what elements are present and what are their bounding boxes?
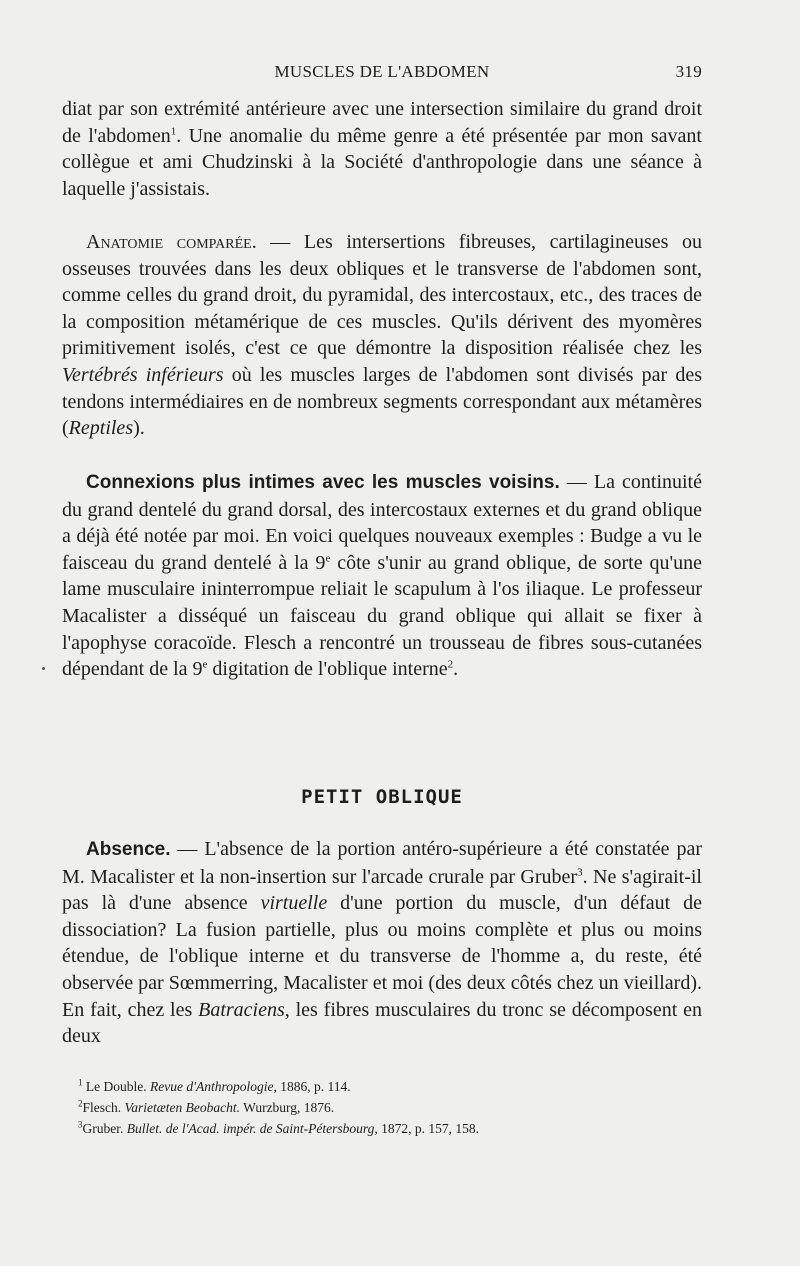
footnote-number: 2: [78, 1098, 83, 1109]
paragraph-text: [62, 469, 702, 683]
text-run: . Une anomalie du même genre a été présentée par mon savant collègue et ami Chudzinski à la Société d'anthropologie dans une séance à laquelle j'assistais.: [62, 124, 702, 200]
italic-term: virtuelle: [260, 892, 328, 915]
footnotes: [78, 1076, 702, 1139]
text-run: diat par son extrémité antérieure avec une intersection similaire du grand droit de l'abdomen: [62, 98, 702, 147]
footnote-author: Le Double.: [85, 1079, 150, 1094]
footnote-details: , 1872, p. 157, 158.: [374, 1121, 479, 1136]
footnote: [78, 1118, 702, 1139]
text-run: digitation de l'oblique interne: [207, 658, 448, 681]
section-title: PETIT OBLIQUE: [301, 786, 463, 808]
running-head: [62, 62, 702, 86]
paragraph-heading: Connexions plus intimes avec les muscles voisins.: [86, 472, 560, 493]
text-run: d'une portion du muscle, d'un défaut de dissociation? La fusion partielle, plus ou moins complète et plus ou moins étendue, de l'oblique interne et du transverse de l'homme a, du reste, été observée par Sœmmerring, Macalister et moi (des deux côtés chez un vieillard). En fait, chez les: [62, 892, 703, 1021]
footnote: [78, 1097, 702, 1118]
paragraph-comparative-anatomy: [62, 229, 702, 442]
footnote-ref: 3: [577, 865, 583, 878]
paragraph-text: [62, 836, 702, 1050]
paragraph-absence: [62, 836, 702, 1050]
italic-term: Vertébrés inférieurs: [62, 363, 224, 386]
paragraph-heading: Absence.: [86, 839, 171, 860]
text-run: — Les intersertions fibreuses, cartilagineuses ou osseuses trouvées dans les deux obliques et le transverse de l'abdomen sont, comme celles du grand droit, du pyramidal, des intercostaux, etc., des traces de la composition métamérique de ces muscles. Qu'ils dérivent des myomères primitivement isolés, c'est ce que démontre la disposition réalisée chez les: [62, 231, 702, 360]
text-run: — L'absence de la portion antéro-supérieure a été constatée par M. Macalister et la non-insertion sur l'arcade crurale par Gruber: [62, 838, 702, 888]
footnote-ref: 1: [170, 124, 177, 137]
text-run: côte s'unir au grand oblique, de sorte qu'une lame musculaire ininterrompue reliait le scapulum à l'os iliaque. Le professeur Macalister a disséqué un faisceau du grand oblique qui allait se fixer à l'apophyse coracoïde. Flesch a rencontré un trousseau de fibres sous-cutanées dépendant de la 9: [62, 551, 702, 681]
text-run: .: [453, 658, 459, 681]
footnote-number: 1: [78, 1077, 83, 1088]
footnote-author: Gruber.: [82, 1121, 127, 1136]
ordinal-suffix: e: [325, 552, 331, 565]
footnote-number: 3: [78, 1119, 83, 1130]
ordinal-suffix: e: [202, 658, 208, 671]
paragraph-text: [62, 229, 702, 442]
paper-speck: [42, 667, 45, 670]
footnote-details: , 1886, p. 114.: [273, 1079, 351, 1094]
paragraph-text: [62, 96, 702, 202]
paragraph-continuation: [62, 96, 702, 202]
footnote-author: Flesch.: [82, 1100, 125, 1115]
paragraph-heading: Anatomie comparée.: [86, 231, 257, 253]
footnote-work: Revue d'Anthropologie: [149, 1079, 274, 1094]
page-number: 319: [675, 62, 702, 81]
footnote: [78, 1076, 702, 1097]
paragraph-connexions: [62, 469, 702, 683]
italic-term: Reptiles: [68, 417, 134, 440]
text-run: . Ne s'agirait-il pas là d'une absence: [62, 865, 702, 915]
text-run: ).: [133, 417, 145, 440]
footnote-work: Varietæten Beobacht.: [124, 1100, 240, 1115]
footnote-work: Bullet. de l'Acad. impér. de Saint-Pétersbourg: [126, 1121, 375, 1136]
text-run: , les fibres musculaires du tronc se décomposent en deux: [62, 998, 702, 1048]
text-run: — La continuité du grand dentelé du grand dorsal, des intercostaux externes et du grand oblique a déjà été notée par moi. En voici quelques nouveaux exemples : Budge a vu le faisceau du grand dentelé à la 9: [62, 471, 702, 574]
italic-term: Batraciens: [198, 998, 285, 1021]
footnote-details: Wurzburg, 1876.: [239, 1100, 335, 1115]
footnote-ref: 2: [447, 658, 454, 671]
running-title: MUSCLES DE L'ABDOMEN: [274, 62, 490, 81]
text-run: où les muscles larges de l'abdomen sont divisés par des tendons intermédiaires en de nombreux segments correspondant aux métamères (: [62, 363, 703, 440]
